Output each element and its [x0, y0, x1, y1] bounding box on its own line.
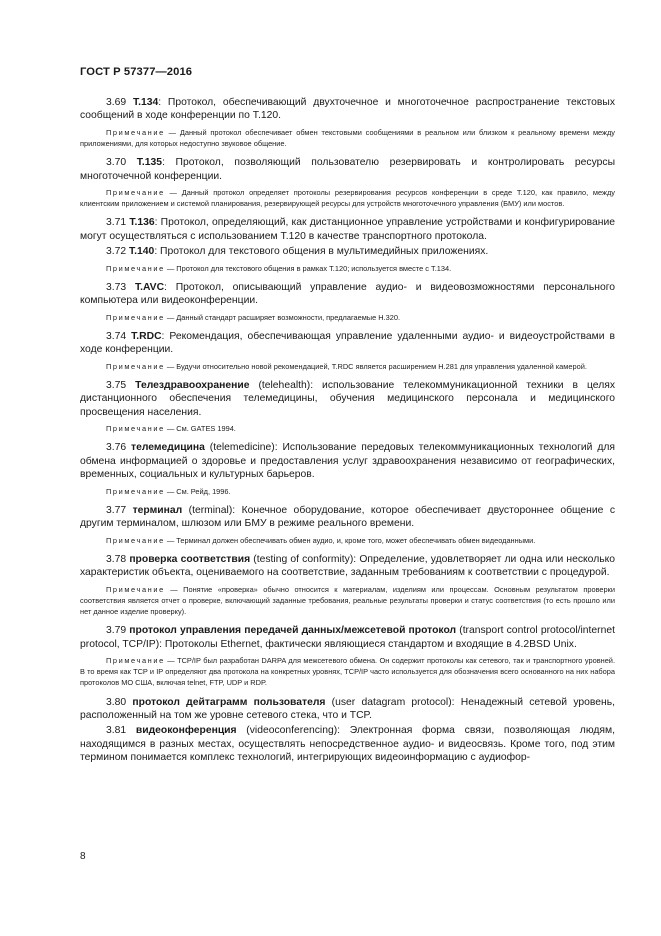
term-name: телемедицина [131, 442, 205, 454]
note-dash: — [164, 535, 177, 545]
term-number: 3.79 [106, 625, 127, 637]
term-number: 3.72 [106, 246, 127, 258]
note-dash: — [164, 263, 177, 273]
term-definition: : Протокол, определяющий, как дистанционное управление устройствами и конфигурирование могут осуществляться с использованием Т.120 в качестве транспортного протокола. [80, 217, 615, 242]
term-number: 3.76 [106, 442, 127, 454]
term-number: 3.69 [106, 97, 127, 108]
term-note [80, 584, 615, 618]
note-label: Примечание [106, 188, 165, 198]
note-label: Примечание [106, 312, 165, 322]
note-text: Будучи относительно новой рекомендацией, T.RDC является расширением Н.281 для управления удаленной камерой. [176, 361, 587, 371]
note-label: Примечание [106, 655, 165, 665]
term-note [80, 423, 615, 434]
term-definition: (testing of conformity): Определение, удовлетворяет ли одна или несколько характеристик объекта, оцениваемого на соответствие, заданным требованиям к соответствии с процедурой. [80, 553, 616, 579]
term-definition: (telehealth): использование телекоммуникационной техники в целях дистанционного обеспечения телемедицины, обучения медицинского персонала и медицинского просвещения населения. [80, 379, 616, 418]
term-entry [80, 281, 615, 308]
note-dash: — [164, 424, 177, 434]
term-note [80, 263, 615, 274]
note-dash: — [164, 584, 184, 594]
note-label: Примечание [106, 486, 165, 496]
term-number: 3.80 [106, 696, 127, 708]
note-text: Данный стандарт расширяет возможности, предлагаемые Н.320. [176, 312, 401, 322]
term-number: 3.75 [106, 379, 127, 391]
term-number: 3.74 [106, 330, 127, 342]
term-name: Т.RDC [131, 330, 162, 342]
term-definition: (telemedicine): Использование передовых телекоммуникационных технологий для обмена информацией о здоровье и предоставления услуг здравоохранения независимо от географических, временных, социальных и культурных барьеров. [80, 442, 615, 481]
note-text: Протокол для текстового общения в рамках Т.120; используется вместе с Т.134. [176, 263, 452, 273]
term-name: Т.140 [129, 246, 155, 258]
term-number: 3.78 [106, 553, 127, 565]
term-entry [80, 553, 615, 580]
term-definition: (user datagram protocol): Ненадежный сетевой уровень, расположенный на том же уровне сетевого стека, что и TCP. [80, 696, 615, 721]
note-label: Примечание [106, 127, 165, 137]
term-definition: : Протокол, обеспечивающий двухточечное и многоточечное распространение текстовых сообщений в ходе конференции по Т.120. [80, 97, 616, 122]
term-entry [80, 724, 615, 764]
terms-list [80, 96, 615, 767]
term-definition: : Рекомендация, обеспечивающая управление удаленными аудио- и видеоустройствами в ходе конференции. [80, 330, 616, 356]
term-name: Т.134 [132, 97, 159, 108]
term-name: Т.136 [129, 217, 155, 229]
note-dash: — [164, 361, 177, 371]
standard-title: ГОСТ Р 57377—2016 [80, 66, 193, 78]
term-name: терминал [132, 504, 183, 516]
term-name: протокол дейтаграмм пользователя [132, 696, 326, 708]
term-definition: : Протокол, описывающий управление аудио- и видеовозможностями персонального компьютера или видеоконференции. [80, 281, 616, 307]
note-label: Примечание [106, 263, 165, 273]
term-definition: : Протокол, позволяющий пользователю резервировать и контролировать ресурсы многоточечной конференции. [80, 157, 616, 182]
note-text: Понятие «проверка» обычно относится к материалам, изделиям или процессам. Основным результатом проверки соответствия является отчет о проверке, включающий заданные требования, реальные результаты проверки и статус соответствия (то есть прошло или нет данное изделие проверку). [80, 584, 615, 616]
note-dash: — [164, 655, 178, 665]
term-name: видеоконференция [135, 725, 237, 737]
term-number: 3.77 [106, 504, 127, 516]
term-note [80, 127, 615, 149]
term-entry [80, 624, 615, 651]
note-text: Терминал должен обеспечивать обмен аудио, и, кроме того, может обеспечивать обмен видеоданными. [176, 535, 536, 545]
note-dash: — [164, 486, 177, 496]
term-number: 3.73 [106, 281, 127, 293]
note-label: Примечание [106, 424, 165, 434]
note-label: Примечание [106, 361, 165, 371]
note-dash: — [164, 127, 180, 137]
page-number: 8 [80, 851, 86, 862]
term-entry [80, 245, 615, 258]
term-entry [80, 441, 615, 481]
term-entry [80, 379, 615, 419]
term-note [80, 486, 615, 497]
term-name: Телездравоохранение [135, 379, 250, 391]
term-note [80, 655, 615, 689]
term-name: Т.135 [136, 157, 163, 169]
term-note [80, 312, 615, 323]
note-label: Примечание [106, 584, 165, 594]
note-label: Примечание [106, 535, 165, 545]
term-entry [80, 216, 615, 243]
term-name: проверка соответствия [129, 553, 251, 565]
term-number: 3.81 [106, 725, 127, 737]
term-name: протокол управления передачей данных/межсетевой протокол [129, 625, 457, 637]
term-entry [80, 504, 615, 531]
note-dash: — [164, 188, 182, 198]
term-name: Т.AVC [134, 281, 165, 293]
note-text: См. GATES 1994. [176, 424, 236, 434]
term-entry [80, 696, 615, 723]
term-definition: (transport control protocol/internet protocol, TCP/IP): Протоколы Ethernet, фактически являющиеся стандартом и входящие в 4.2BSD Unix. [80, 625, 615, 650]
term-definition: (terminal): Конечное оборудование, которое обеспечивает двустороннее общение с другим терминалом, шлюзом или БМУ в режиме реального времени. [80, 504, 615, 530]
note-text: TCP/IP был разработан DARPA для межсетевого обмена. Он содержит протоколы как сетевого, так и транспортного уровней. В то время как TCP и IP определяют два протокола на конкретных уровнях, TCP/IP часто используется для обозначения всего основанного на них набора протоколов МО США, включая telnet, FTP, UDP и RDP. [80, 655, 615, 688]
term-definition: (videoconferencing): Электронная форма связи, позволяющая людям, находящимся в разных местах, осуществлять непосредственное аудио- и видеосвязь. Кроме того, под этим термином понимается комплекс технологий, интегрирующих видеоинформацию с аудиофор- [80, 725, 615, 764]
term-note [80, 187, 615, 209]
note-text: Данный протокол обеспечивает обмен текстовыми сообщениями в реальном или близком к реальному времени между приложениями, для которых недоступно звуковое общение. [80, 127, 616, 149]
term-number: 3.71 [106, 217, 127, 229]
term-note [80, 535, 615, 546]
term-definition: : Протокол для текстового общения в мультимедийных приложениях. [154, 246, 489, 258]
term-note [80, 361, 615, 372]
term-entry [80, 156, 615, 183]
term-number: 3.70 [106, 157, 127, 169]
term-entry [80, 330, 615, 357]
note-text: Данный протокол определяет протоколы резервирования ресурсов конференции в среде Т.120, как правило, между клиентским приложением и системой планирования, резервирующей ресурсы для устройств многоточечного управления (БМУ) или мостов. [80, 188, 615, 209]
term-entry [80, 96, 615, 123]
note-dash: — [164, 312, 177, 322]
note-text: См. Рейд, 1996. [176, 486, 231, 496]
